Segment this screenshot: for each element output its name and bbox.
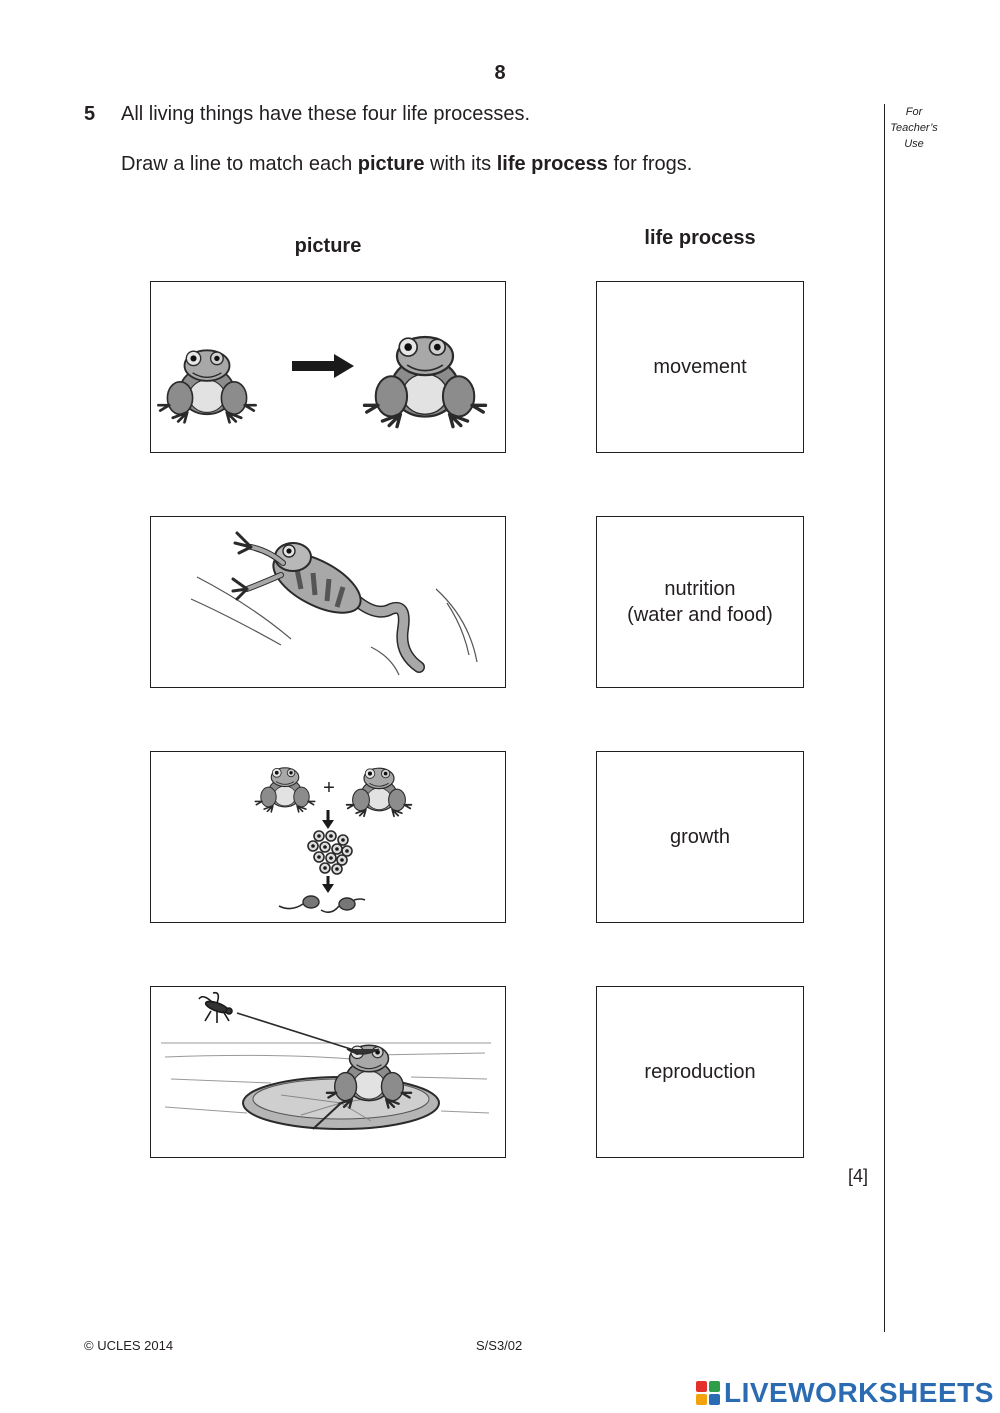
picture-box-1[interactable] (150, 281, 506, 453)
liveworksheets-logo[interactable] (696, 1376, 994, 1410)
teacher-use-label: For Teacher’s Use (890, 106, 938, 150)
frog-jumping-icon (151, 517, 505, 687)
process-label: reproduction (644, 1061, 756, 1083)
logo-mark-icon (696, 1381, 720, 1405)
keyword-picture: picture (357, 153, 425, 175)
margin-rule (884, 104, 885, 1332)
footer-paper-code: S/S3/02 (476, 1338, 523, 1353)
question-number: 5 (84, 103, 96, 125)
picture-box-4[interactable] (150, 986, 506, 1158)
process-box-movement[interactable] (596, 281, 804, 453)
logo-text: LIVEWORKSHEETS (724, 1377, 994, 1408)
marks-allocation: [4] (848, 1166, 869, 1186)
frog-catching-insect-icon (151, 987, 505, 1157)
footer-copyright: © UCLES 2014 (84, 1338, 174, 1353)
question-instruction: Draw a line to match each picture with its life process for frogs. (121, 153, 693, 175)
process-box-reproduction[interactable] (596, 986, 804, 1158)
frog-growth-icon (151, 282, 505, 452)
keyword-life-process: life process (496, 153, 608, 175)
page-number: 8 (494, 62, 506, 84)
process-box-nutrition[interactable] (596, 516, 804, 688)
picture-box-2[interactable] (150, 516, 506, 688)
plus-sign: + (323, 777, 335, 799)
frog-spawn-tadpoles-icon (151, 752, 505, 922)
process-box-growth[interactable] (596, 751, 804, 923)
process-label: nutrition (water and food) (627, 578, 773, 626)
question-intro: All living things have these four life processes. (121, 103, 531, 125)
column-heading-life-process: life process (644, 227, 756, 249)
picture-box-3[interactable] (150, 751, 506, 923)
column-heading-picture: picture (294, 235, 362, 257)
process-label: growth (669, 826, 731, 848)
process-label: movement (653, 356, 747, 378)
